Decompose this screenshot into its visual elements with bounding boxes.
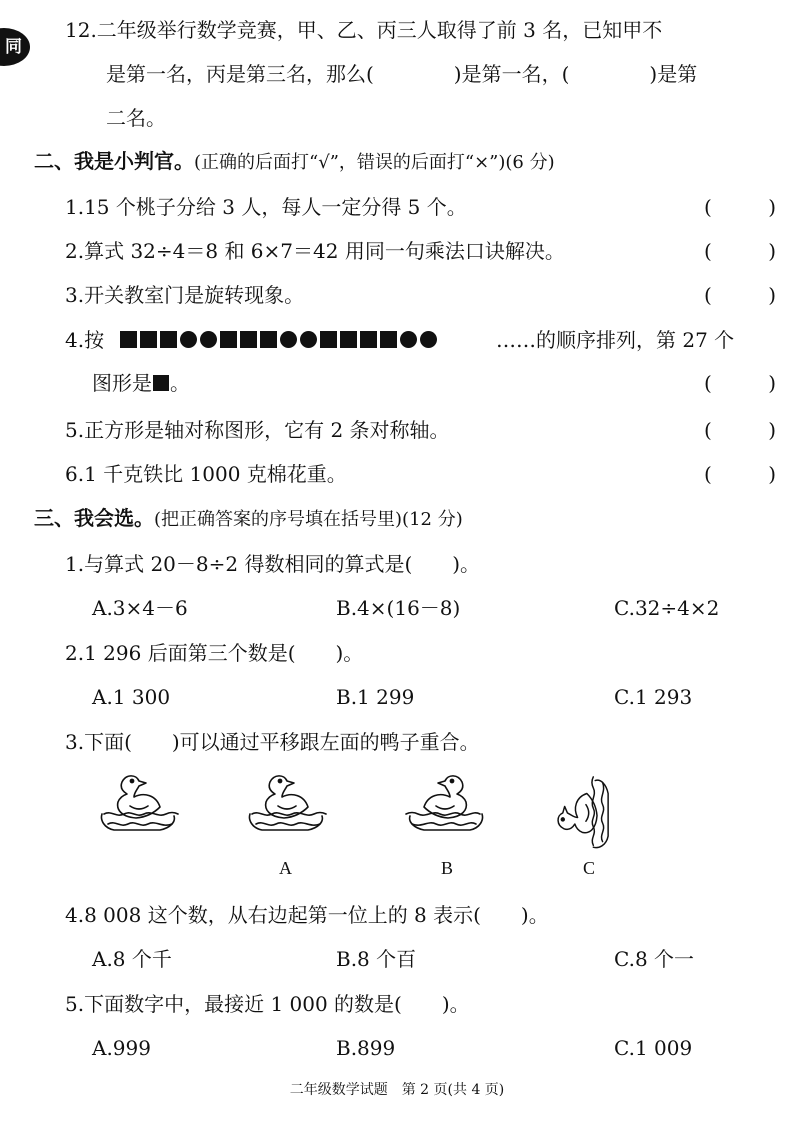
- option-c[interactable]: C.32÷4×2: [614, 596, 720, 620]
- duck-option-a-icon: [248, 768, 328, 842]
- duck-original-icon: [100, 768, 180, 842]
- page-footer: 二年级数学试题 第 2 页(共 4 页): [289, 1082, 505, 1098]
- duck-option-b-icon: [404, 768, 484, 842]
- choice-q5-stem: 5.下面数字中，最接近 1 000 的数是( )。: [65, 992, 470, 1016]
- black-square-icon: [153, 375, 169, 391]
- option-a[interactable]: A.3×4－6: [92, 596, 188, 620]
- option-b[interactable]: B.899: [336, 1036, 396, 1060]
- black-square-icon: [220, 331, 237, 348]
- option-a[interactable]: A.8 个千: [92, 947, 172, 971]
- option-a[interactable]: A.1 300: [92, 685, 171, 709]
- answer-parentheses[interactable]: ( ): [704, 418, 776, 442]
- choice-q2-options: [0, 677, 794, 717]
- duck-label-c[interactable]: C: [583, 858, 596, 878]
- judge-item-3: 3.开关教室门是旋转现象。 ( ): [0, 275, 794, 315]
- duck-option-c-icon: [548, 772, 622, 852]
- judge-item-4-line-1: 4.按 ……的顺序排列，第 27 个: [65, 328, 735, 352]
- black-square-icon: [260, 331, 277, 348]
- answer-parentheses[interactable]: ( ): [704, 371, 776, 395]
- shape-sequence: [120, 331, 440, 349]
- option-c[interactable]: C.1 293: [614, 685, 693, 709]
- black-square-icon: [160, 331, 177, 348]
- choice-q3-stem: 3.下面( )可以通过平移跟左面的鸭子重合。: [65, 730, 480, 754]
- answer-parentheses[interactable]: ( ): [704, 195, 776, 219]
- option-a[interactable]: A.999: [92, 1036, 151, 1060]
- q12-line-1: 12.二年级举行数学竞赛，甲、乙、丙三人取得了前 3 名，已知甲不: [65, 18, 663, 42]
- option-b[interactable]: B.1 299: [336, 685, 415, 709]
- judge-item-2: 2.算式 32÷4＝8 和 6×7＝42 用同一句乘法口诀解决。 ( ): [0, 231, 794, 271]
- black-square-icon: [380, 331, 397, 348]
- judge-item-1: 1.15 个桃子分给 3 人，每人一定分得 5 个。 ( ): [0, 187, 794, 227]
- choice-q5-options: [0, 1028, 794, 1068]
- duck-label-b[interactable]: B: [441, 858, 454, 878]
- black-square-icon: [340, 331, 357, 348]
- black-circle-icon: [280, 331, 297, 348]
- black-circle-icon: [300, 331, 317, 348]
- option-c[interactable]: C.8 个一: [614, 947, 695, 971]
- answer-parentheses[interactable]: ( ): [704, 462, 776, 486]
- option-b[interactable]: B.8 个百: [336, 947, 417, 971]
- section-3-heading: 三、我会选。(把正确答案的序号填在括号里)(12 分): [34, 506, 463, 530]
- option-c[interactable]: C.1 009: [614, 1036, 693, 1060]
- duck-label-a[interactable]: A: [279, 858, 292, 878]
- black-circle-icon: [200, 331, 217, 348]
- black-circle-icon: [400, 331, 417, 348]
- option-b[interactable]: B.4×(16－8): [336, 596, 461, 620]
- choice-q4-options: [0, 939, 794, 979]
- black-square-icon: [140, 331, 157, 348]
- answer-parentheses[interactable]: ( ): [704, 283, 776, 307]
- choice-q1-options: [0, 588, 794, 628]
- black-circle-icon: [420, 331, 437, 348]
- answer-parentheses[interactable]: ( ): [704, 239, 776, 263]
- black-square-icon: [240, 331, 257, 348]
- judge-item-4-line-2: 图形是 。 ( ): [0, 363, 794, 403]
- q12-line-3: 二名。: [106, 106, 166, 130]
- choice-q4-stem: 4.8 008 这个数，从右边起第一位上的 8 表示( )。: [65, 903, 549, 927]
- corner-badge: 同: [0, 28, 30, 66]
- black-square-icon: [120, 331, 137, 348]
- black-circle-icon: [180, 331, 197, 348]
- judge-item-5: 5.正方形是轴对称图形，它有 2 条对称轴。 ( ): [0, 410, 794, 450]
- q12-line-2: 是第一名，丙是第三名，那么( )是第一名，( )是第: [106, 62, 698, 86]
- black-square-icon: [320, 331, 337, 348]
- choice-q1-stem: 1.与算式 20－8÷2 得数相同的算式是( )。: [65, 552, 481, 576]
- choice-q2-stem: 2.1 296 后面第三个数是( )。: [65, 641, 364, 665]
- judge-item-6: 6.1 千克铁比 1000 克棉花重。 ( ): [0, 454, 794, 494]
- section-2-heading: 二、我是小判官。(正确的后面打“√”，错误的后面打“×”)(6 分): [34, 149, 555, 173]
- black-square-icon: [360, 331, 377, 348]
